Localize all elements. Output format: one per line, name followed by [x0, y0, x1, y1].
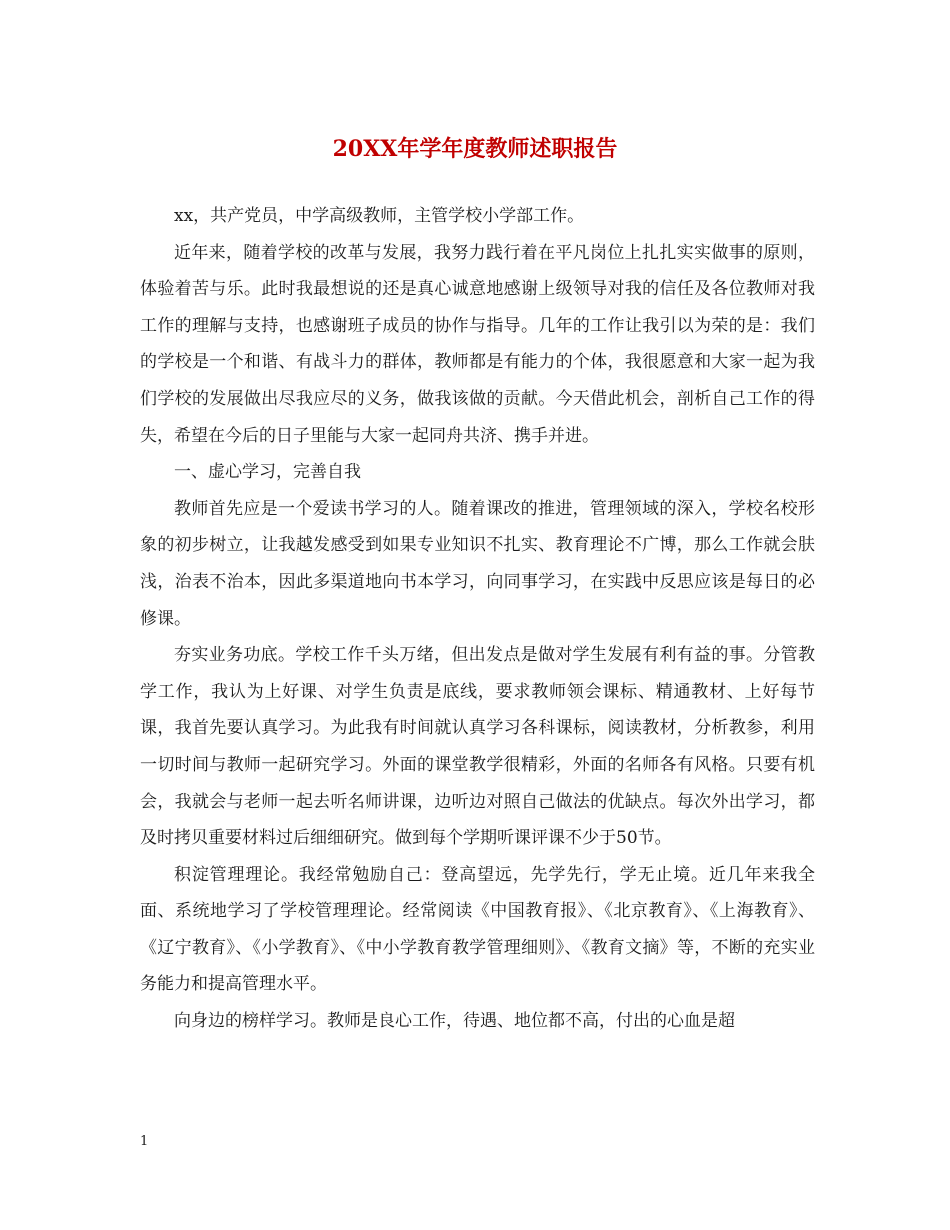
paragraph-business-skills: 夯实业务功底。学校工作千头万绪，但出发点是做对学生发展有利有益的事。分管教学工作，我认为上好课、对学生负责是底线，要求教师领会课标、精通教材、上好每节课，我首先要认真学习。为此我有时间就认真学习各科课标，阅读教材，分析教参，利用一切时间与教师一起研究学习。外面的课堂教学很精彩，外面的名师各有风格。只要有机会，我就会与老师一起去听名师讲课，边听边对照自己做法的优缺点。每次外出学习，都及时拷贝重要材料过后细细研究。做到每个学期听课评课不少于50节。: [140, 645, 815, 849]
paragraph-overview: 近年来，随着学校的改革与发展，我努力践行着在平凡岗位上扎扎实实做事的原则，体验着苦与乐。此时我最想说的还是真心诚意地感谢上级领导对我的信任及各位教师对我工作的理解与支持，也感谢班子成员的协作与指导。几年的工作让我引以为荣的是：我们的学校是一个和谐、有战斗力的群体，教师都是有能力的个体，我很愿意和大家一起为我们学校的发展做出尽我应尽的义务，做我该做的贡献。今天借此机会，剖析自己工作的得失，希望在今后的日子里能与大家一起同舟共济、携手并进。: [140, 242, 815, 446]
page-number: 1: [140, 1134, 149, 1149]
section-heading-1: 一、虚心学习，完善自我: [174, 462, 361, 483]
paragraph-management-theory: 积淀管理理论。我经常勉励自己：登高望远，先学先行，学无止境。近几年来我全面、系统地学习了学校管理理论。经常阅读《中国教育报》、《北京教育》、《上海教育》、《辽宁教育》、《小学教育》、《中小学教育教学管理细则》、《教育文摘》等，不断的充实业务能力和提高管理水平。: [140, 864, 815, 995]
document-body: [140, 198, 815, 1040]
paragraph-reading: 教师首先应是一个爱读书学习的人。随着课改的推进，管理领域的深入，学校名校形象的初步树立，让我越发感受到如果专业知识不扎实、教育理论不广博，那么工作就会肤浅，治表不治本，因此多渠道地向书本学习，向同事学习，在实践中反思应该是每日的必修课。: [140, 498, 815, 629]
paragraph-role-models: 向身边的榜样学习。教师是良心工作，待遇、地位都不高，付出的心血是超: [174, 1011, 735, 1032]
paragraph-intro: xx，共产党员，中学高级教师，主管学校小学部工作。: [174, 206, 585, 226]
document-title: 20XX年学年度教师述职报告: [332, 136, 618, 162]
